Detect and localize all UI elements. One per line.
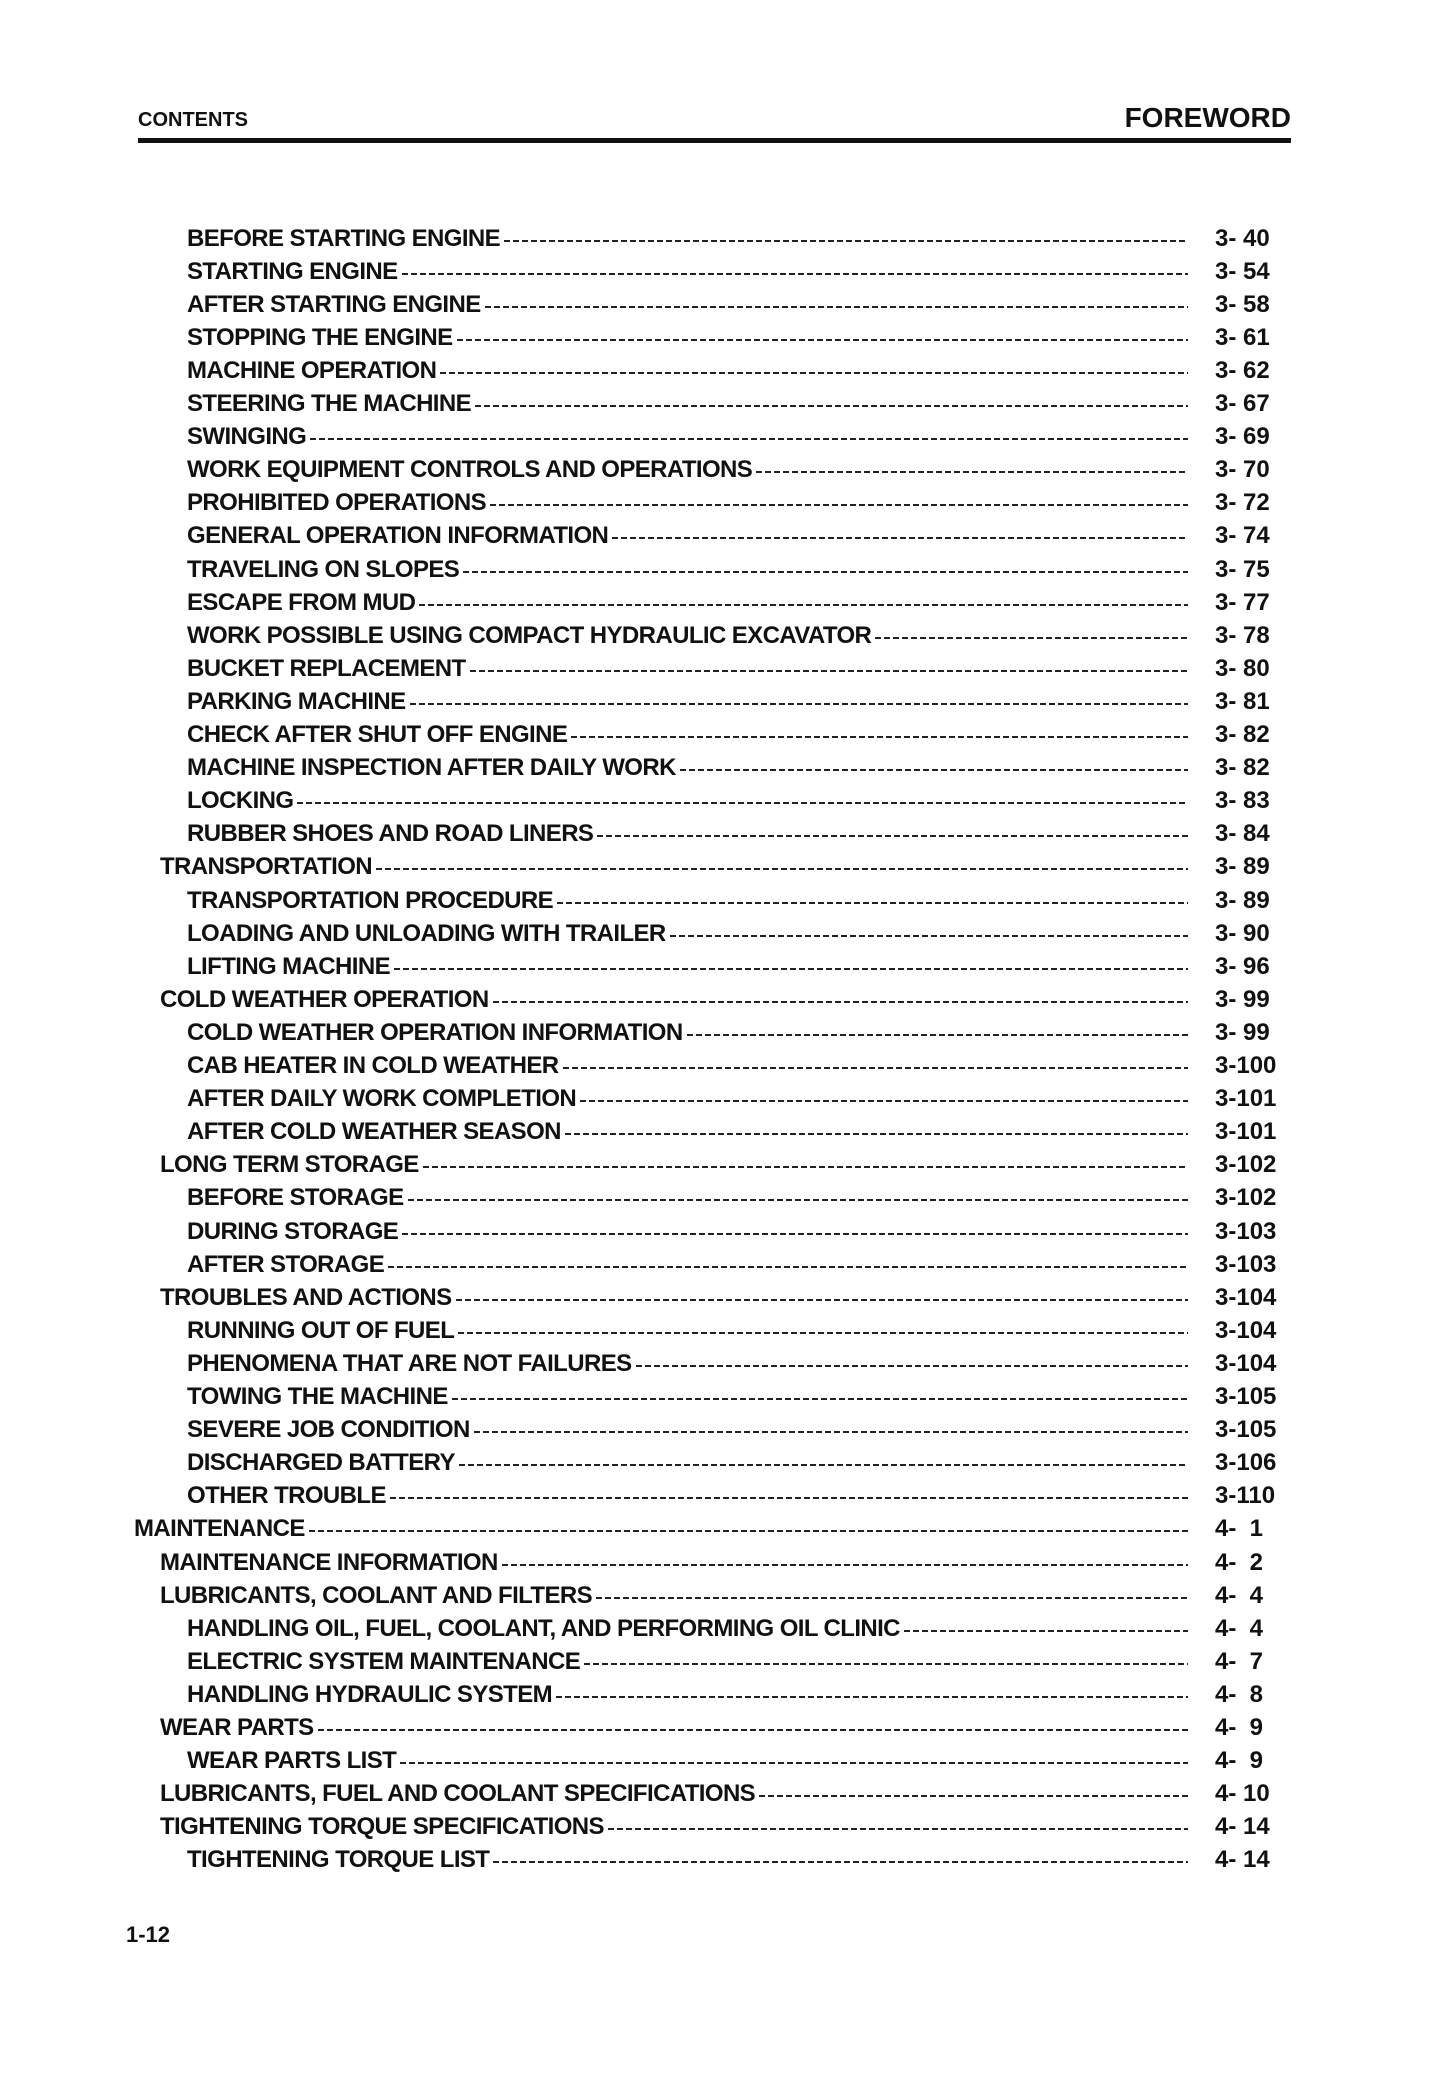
toc-entry-title: BUCKET REPLACEMENT [187,654,466,682]
toc-entry-page: 3- 89 [1215,853,1270,881]
toc-entry-page: 4- 4 [1215,1614,1264,1642]
toc-dot-leader [408,1199,1188,1201]
toc-entry[interactable] [187,1745,1188,1778]
toc-entry[interactable] [187,222,1188,255]
toc-entry-title: AFTER STORAGE [187,1250,385,1278]
toc-entry-title: WEAR PARTS [160,1714,314,1741]
toc-dot-leader [463,571,1188,573]
toc-entry-title: LIFTING MACHINE [187,952,390,980]
toc-entry-title: CAB HEATER IN COLD WEATHER [187,1052,559,1079]
toc-dot-leader [458,1332,1188,1334]
toc-entry-title: AFTER STARTING ENGINE [187,290,481,318]
toc-entry-title: SWINGING [187,423,307,451]
toc-entry-title: TOWING THE MACHINE [187,1383,448,1410]
toc-entry-page: 3- 62 [1215,356,1270,384]
toc-entry-page: 4- 2 [1215,1548,1264,1576]
toc-entry-title: HANDLING OIL, FUEL, COOLANT, AND PERFORMING OIL CLINIC [187,1614,900,1642]
toc-entry[interactable] [187,1016,1188,1049]
toc-entry-title: TIGHTENING TORQUE SPECIFICATIONS [160,1813,604,1841]
toc-entry[interactable] [187,884,1188,917]
toc-dot-leader [571,736,1188,738]
toc-dot-leader [318,1729,1188,1731]
toc-dot-leader [452,1398,1188,1400]
toc-entry[interactable] [160,851,1188,884]
toc-entry[interactable] [187,487,1188,520]
toc-entry-title: TRAVELING ON SLOPES [187,555,460,583]
toc-entry-title: HANDLING HYDRAULIC SYSTEM [187,1680,553,1708]
toc-entry[interactable] [187,1116,1188,1149]
toc-entry-page: 3-104 [1215,1316,1277,1344]
toc-dot-leader [493,1861,1188,1863]
toc-dot-leader [309,1530,1188,1532]
toc-entry-title: COLD WEATHER OPERATION INFORMATION [187,1018,683,1046]
toc-dot-leader [612,537,1188,539]
toc-entry-title: STEERING THE MACHINE [187,390,472,417]
toc-entry-page: 4- 4 [1215,1581,1264,1609]
toc-dot-leader [504,240,1188,242]
toc-entry-title: WEAR PARTS LIST [187,1747,397,1775]
toc-entry-title: DURING STORAGE [187,1217,399,1245]
toc-entry[interactable] [187,685,1188,718]
toc-entry-page: 3-110 [1215,1482,1276,1510]
toc-entry[interactable] [187,1347,1188,1380]
header-section-label: CONTENTS [138,109,248,131]
toc-entry-page: 3- 69 [1215,423,1270,451]
toc-entry-page: 3- 80 [1215,654,1270,682]
toc-entry[interactable] [187,1050,1188,1083]
toc-dot-leader [502,1564,1188,1566]
toc-entry-page: 3- 54 [1215,257,1270,285]
toc-entry[interactable] [187,752,1188,785]
toc-entry-title: LUBRICANTS, COOLANT AND FILTERS [160,1581,593,1609]
toc-dot-leader [390,1497,1188,1499]
toc-entry-title: RUNNING OUT OF FUEL [187,1316,455,1344]
toc-entry[interactable] [187,917,1188,950]
toc-dot-leader [904,1630,1188,1632]
toc-entry-title: BEFORE STORAGE [187,1184,404,1212]
toc-dot-leader [636,1365,1188,1367]
toc-dot-leader [565,1133,1188,1135]
toc-entry-page: 3- 74 [1215,522,1270,550]
toc-entry-title: MACHINE OPERATION [187,356,437,384]
toc-entry[interactable] [187,1381,1188,1414]
toc-entry[interactable] [187,1083,1188,1116]
toc-entry-page: 3-101 [1215,1085,1277,1113]
page-number: 1-12 [126,1922,171,1947]
toc-dot-leader [475,405,1188,407]
toc-entry-title: STARTING ENGINE [187,257,398,285]
toc-entry-page: 3-104 [1215,1283,1277,1311]
toc-entry[interactable] [160,1712,1188,1745]
toc-entry-page: 3-104 [1215,1349,1277,1377]
toc-dot-leader [875,637,1188,639]
toc-entry-title: CHECK AFTER SHUT OFF ENGINE [187,721,568,748]
toc-dot-leader [456,1299,1188,1301]
toc-entry[interactable] [187,1480,1188,1513]
toc-entry[interactable] [187,421,1188,454]
toc-entry[interactable] [160,1778,1188,1811]
toc-dot-leader [440,372,1188,374]
toc-dot-leader [423,1166,1188,1168]
toc-entry[interactable] [187,288,1188,321]
toc-dot-leader [759,1795,1188,1797]
toc-entry[interactable] [160,1811,1188,1844]
toc-dot-leader [485,306,1188,308]
toc-entry-title: STOPPING THE ENGINE [187,323,453,351]
toc-entry-page: 3-100 [1215,1052,1277,1079]
toc-entry-title: MAINTENANCE [134,1515,305,1543]
toc-entry-page: 3-103 [1215,1217,1277,1245]
toc-entry[interactable] [187,1414,1188,1447]
toc-entry-page: 3-102 [1215,1151,1277,1179]
toc-entry-page: 3- 89 [1215,886,1270,914]
toc-entry-page: 3-105 [1215,1383,1277,1410]
toc-entry-title: SEVERE JOB CONDITION [187,1416,470,1444]
toc-dot-leader [584,1663,1188,1665]
toc-entry-title: COLD WEATHER OPERATION [160,985,489,1013]
toc-entry-title: DISCHARGED BATTERY [187,1449,455,1477]
toc-entry-page: 4- 7 [1215,1647,1264,1675]
header-chapter-title: FOREWORD [1124,102,1291,133]
toc-entry-page: 4- 8 [1215,1680,1264,1708]
toc-entry[interactable] [187,553,1188,586]
toc-entry-title: WORK POSSIBLE USING COMPACT HYDRAULIC EXCAVATOR [187,621,872,649]
toc-entry-title: ESCAPE FROM MUD [187,588,416,616]
toc-dot-leader [402,1233,1188,1235]
toc-entry[interactable] [187,321,1188,354]
toc-dot-leader [680,769,1188,771]
toc-entry-title: GENERAL OPERATION INFORMATION [187,522,609,550]
toc-entry-page: 3-105 [1215,1416,1277,1444]
toc-dot-leader [388,1266,1188,1268]
toc-entry-title: LOCKING [187,787,294,815]
toc-entry-title: PARKING MACHINE [187,687,406,715]
toc-entry-page: 4- 10 [1215,1780,1270,1808]
toc-entry-page: 3- 81 [1215,687,1270,715]
toc-entry[interactable] [187,652,1188,685]
toc-dot-leader [687,1034,1188,1036]
toc-entry[interactable] [187,255,1188,288]
toc-entry-page: 3- 75 [1215,555,1270,583]
toc-dot-leader [310,438,1188,440]
toc-entry[interactable] [187,354,1188,387]
toc-dot-leader [474,1431,1188,1433]
toc-dot-leader [490,504,1188,506]
toc-entry[interactable] [160,1546,1188,1579]
page-header [138,100,1291,143]
toc-entry[interactable] [187,1645,1188,1678]
toc-entry[interactable] [187,1248,1188,1281]
toc-entry-page: 3- 72 [1215,489,1270,517]
toc-dot-leader [493,1001,1188,1003]
toc-entry-page: 4- 1 [1215,1515,1264,1543]
toc-dot-leader [563,1067,1189,1069]
toc-entry[interactable] [187,619,1188,652]
toc-entry-page: 3- 99 [1215,985,1270,1013]
toc-dot-leader [670,935,1188,937]
toc-entry[interactable] [187,520,1188,553]
toc-entry-page: 3- 61 [1215,323,1270,351]
toc-entry-page: 3- 82 [1215,721,1270,748]
toc-entry[interactable] [187,1678,1188,1711]
toc-entry[interactable] [160,1281,1188,1314]
toc-dot-leader [457,339,1188,341]
toc-entry[interactable] [187,586,1188,619]
toc-entry-page: 3- 70 [1215,456,1270,484]
toc-dot-leader [410,703,1188,705]
toc-entry-title: ELECTRIC SYSTEM MAINTENANCE [187,1647,581,1675]
toc-entry-page: 3-102 [1215,1184,1277,1212]
toc-entry[interactable] [187,454,1188,487]
toc-entry-title: AFTER DAILY WORK COMPLETION [187,1085,577,1113]
toc-entry-title: MAINTENANCE INFORMATION [160,1548,498,1576]
toc-entry-page: 3-106 [1215,1449,1277,1477]
toc-entry-page: 3- 83 [1215,787,1270,815]
toc-entry[interactable] [187,818,1188,851]
toc-entry[interactable] [134,1513,1188,1546]
toc-entry-title: MACHINE INSPECTION AFTER DAILY WORK [187,754,676,782]
toc-entry[interactable] [187,1215,1188,1248]
toc-dot-leader [400,1762,1188,1764]
toc-dot-leader [419,604,1188,606]
toc-entry-page: 3- 58 [1215,290,1270,318]
toc-entry-title: RUBBER SHOES AND ROAD LINERS [187,820,594,848]
toc-entry-page: 3- 96 [1215,952,1270,980]
toc-entry[interactable] [160,983,1188,1016]
toc-entry-title: LUBRICANTS, FUEL AND COOLANT SPECIFICATIONS [160,1780,756,1808]
toc-dot-leader [597,835,1188,837]
toc-dot-leader [376,868,1188,870]
toc-entry-page: 4- 9 [1215,1714,1264,1741]
toc-entry[interactable] [187,1447,1188,1480]
toc-dot-leader [596,1597,1188,1599]
toc-entry[interactable] [187,1182,1188,1215]
toc-entry-page: 4- 14 [1215,1813,1270,1841]
toc-entry-title: OTHER TROUBLE [187,1482,386,1510]
toc-entry-title: PROHIBITED OPERATIONS [187,489,486,517]
toc-dot-leader [470,670,1188,672]
toc-dot-leader [608,1828,1188,1830]
toc-entry-title: TIGHTENING TORQUE LIST [187,1846,490,1874]
toc-entry[interactable] [187,1844,1188,1877]
toc-entry-page: 3-103 [1215,1250,1277,1278]
toc-entry-page: 3-101 [1215,1118,1277,1146]
toc-entry-title: LOADING AND UNLOADING WITH TRAILER [187,919,666,947]
toc-entry[interactable] [187,388,1188,421]
toc-entry-page: 3- 77 [1215,588,1270,616]
toc-entry[interactable] [187,785,1188,818]
toc-dot-leader [756,471,1188,473]
toc-dot-leader [580,1100,1188,1102]
toc-dot-leader [297,802,1188,804]
toc-entry[interactable] [160,1149,1188,1182]
toc-entry-title: TRANSPORTATION [160,853,373,881]
toc-dot-leader [402,273,1188,275]
toc-entry-title: TROUBLES AND ACTIONS [160,1283,452,1311]
toc-entry-title: TRANSPORTATION PROCEDURE [187,886,554,914]
toc-entry-page: 3- 40 [1215,224,1270,252]
toc-entry[interactable] [187,1314,1188,1347]
toc-entry[interactable] [187,719,1188,752]
toc-entry-page: 3- 67 [1215,390,1270,417]
toc-dot-leader [459,1464,1188,1466]
toc-entry-page: 3- 78 [1215,621,1270,649]
toc-entry-title: LONG TERM STORAGE [160,1151,419,1179]
toc-entry-page: 4- 9 [1215,1747,1264,1775]
toc-entry[interactable] [160,1579,1188,1612]
toc-entry[interactable] [187,1612,1188,1645]
toc-entry[interactable] [187,950,1188,983]
toc-entry-title: BEFORE STARTING ENGINE [187,224,501,252]
toc-dot-leader [557,902,1188,904]
toc-entry-page: 3- 90 [1215,919,1270,947]
toc-dot-leader [394,968,1188,970]
toc-entry-page: 3- 84 [1215,820,1270,848]
toc-entry-title: WORK EQUIPMENT CONTROLS AND OPERATIONS [187,456,753,484]
toc-dot-leader [556,1696,1188,1698]
toc-entry-page: 3- 82 [1215,754,1270,782]
toc-entry-page: 4- 14 [1215,1846,1270,1874]
toc-entry-title: PHENOMENA THAT ARE NOT FAILURES [187,1349,632,1377]
toc-entry-title: AFTER COLD WEATHER SEASON [187,1118,561,1146]
toc-entry-page: 3- 99 [1215,1018,1270,1046]
